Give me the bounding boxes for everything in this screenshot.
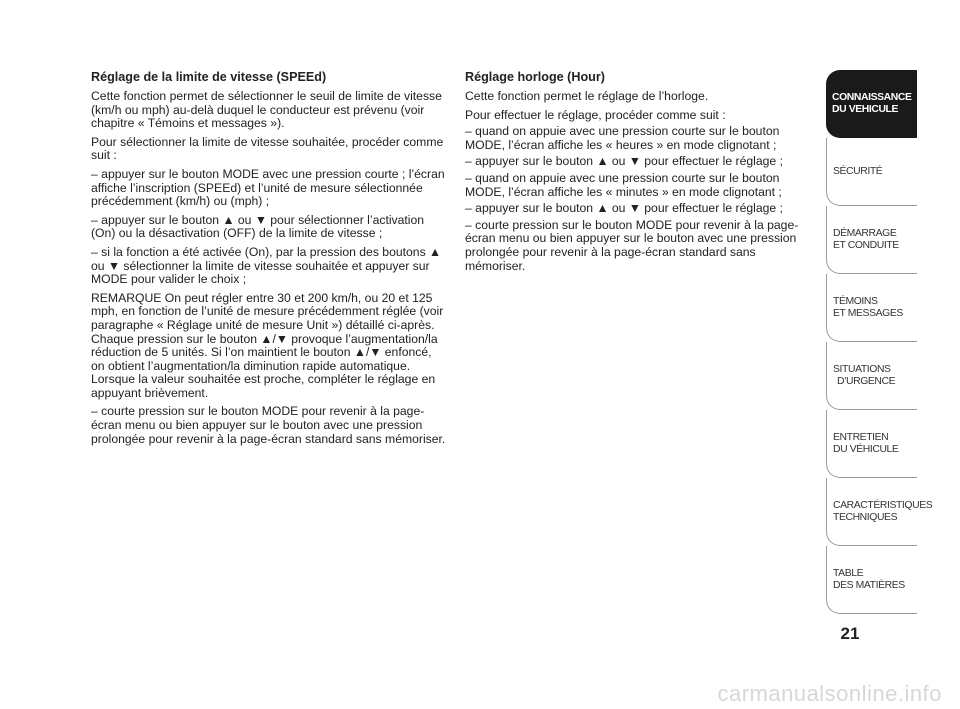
paragraph: – courte pression sur le bouton MODE pour revenir à la page-écran menu ou bien appuyer sur le bouton avec une pression prolongée pour revenir à la page-écran standard sans mémoriser. — [465, 217, 799, 273]
tab-label: DÉMARRAGE — [833, 227, 897, 239]
tab-demarrage-et-conduite[interactable] — [826, 206, 917, 274]
paragraph: Pour effectuer le réglage, procéder comme suit : — [465, 107, 726, 122]
paragraph: Pour sélectionner la limite de vitesse souhaitée, procéder comme suit : — [91, 134, 444, 163]
tab-entretien-du-vehicule[interactable] — [826, 410, 917, 478]
paragraph: Cette fonction permet le réglage de l’horloge. — [465, 89, 709, 103]
tab-caracteristiques-techniques[interactable] — [826, 478, 933, 546]
tab-label: SITUATIONS — [833, 363, 891, 375]
tab-label: ENTRETIEN — [833, 431, 889, 443]
section-title-hour: Réglage horloge (Hour) — [465, 70, 605, 84]
tab-label: SÉCURITÉ — [833, 165, 883, 177]
chapter-tabs — [826, 70, 933, 614]
tab-label: TÉMOINS — [833, 295, 878, 307]
remark-paragraph: REMARQUE On peut régler entre 30 et 200 km/h, ou 20 et 125 mph, en fonction de l’unité de mesure précédemment réglée (voir paragraphe « Réglage unité de mesure Unit ») détaillé ci-après. Chaque pression sur le bouton ▲/▼ provoque l’augmentation/la réduction de 5 unités. Si l’on maintient le bouton ▲/▼ enfoncé, on obtient l’augmentation/la diminution rapide automatique. Lorsque la valeur souhaitée est proche, compléter le réglage en appuyant brièvement. — [91, 290, 444, 400]
tab-connaissance-du-vehicule[interactable] — [826, 70, 917, 138]
tab-label: ET CONDUITE — [833, 239, 899, 251]
tab-label: DU VÉHICULE — [833, 443, 899, 455]
paragraph: – appuyer sur le bouton ▲ ou ▼ pour sélectionner l’activation (On) ou la désactivation (OFF) de la limite de vitesse ; — [91, 212, 425, 241]
tab-label: D’URGENCE — [837, 375, 896, 387]
paragraph: – appuyer sur le bouton ▲ ou ▼ pour effectuer le réglage ; — [465, 201, 783, 216]
tab-table-des-matieres[interactable] — [826, 546, 917, 614]
watermark: carmanualsonline.info — [717, 681, 942, 706]
tab-label: DU VEHICULE — [832, 104, 899, 115]
tab-label: TECHNIQUES — [833, 511, 898, 523]
tab-temoins-et-messages[interactable] — [826, 274, 917, 342]
tab-label: DES MATIÈRES — [833, 579, 905, 591]
paragraph: – si la fonction a été activée (On), par la pression des boutons ▲ ou ▼ sélectionner la limite de vitesse souhaitée et appuyer sur MODE pour valider le choix ; — [91, 244, 442, 287]
section-title-speed: Réglage de la limite de vitesse (SPEEd) — [91, 70, 327, 84]
paragraph: – quand on appuie avec une pression courte sur le bouton MODE, l’écran affiche les « heures » en mode clignotant ; — [465, 124, 780, 152]
tab-situations-d-urgence[interactable] — [826, 342, 917, 410]
paragraph: – appuyer sur le bouton MODE avec une pression courte ; l’écran affiche l’inscription (SPEEd) et l’unité de mesure sélectionnée précédemment (km/h) ou (mph) ; — [91, 166, 445, 209]
right-column — [465, 70, 815, 278]
left-column — [91, 70, 446, 451]
tab-label: ET MESSAGES — [833, 307, 903, 319]
paragraph: – courte pression sur le bouton MODE pour revenir à la page-écran menu ou bien appuyer sur le bouton avec une pression prolongée pour revenir à la page-écran standard sans mémoriser. — [91, 404, 446, 446]
page-number: 21 — [840, 624, 860, 643]
paragraph: Cette fonction permet de sélectionner le seuil de limite de vitesse (km/h ou mph) au-delà duquel le conducteur est prévenu (voir chapitre « Témoins et messages »). — [91, 89, 442, 131]
tab-securite[interactable] — [826, 138, 917, 206]
tab-label: CONNAISSANCE — [832, 92, 912, 103]
paragraph: – appuyer sur le bouton ▲ ou ▼ pour effectuer le réglage ; — [465, 154, 783, 169]
tab-label: CARACTÉRISTIQUES — [833, 499, 933, 511]
paragraph: – quand on appuie avec une pression courte sur le bouton MODE, l’écran affiche les « minutes » en mode clignotant ; — [465, 170, 782, 199]
tab-label: TABLE — [833, 567, 864, 579]
